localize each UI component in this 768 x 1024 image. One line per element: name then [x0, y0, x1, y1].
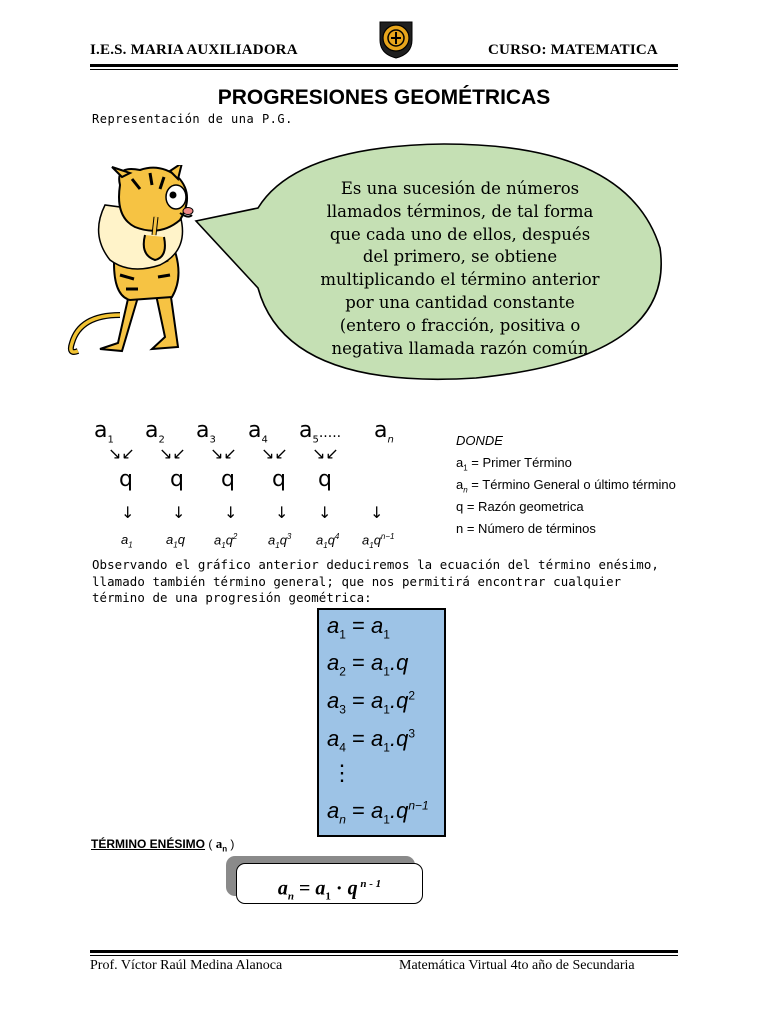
product-term: $a_1q^4$: [316, 532, 340, 550]
legend-item: q = Razón geometrica: [456, 499, 584, 514]
header-rule-thick: [90, 64, 678, 67]
converge-arrows-icon: ↘↙: [312, 444, 339, 463]
paragraph-line: Observando el gráfico anterior deduciremos la ecuación del término enésimo,: [92, 557, 659, 572]
term-an: $a_n$: [374, 418, 394, 446]
ratio-q: q: [119, 467, 133, 492]
converge-arrows-icon: ↘↙: [159, 444, 186, 463]
down-arrow-icon: ↓: [318, 503, 332, 522]
ratio-q: q: [318, 467, 332, 492]
general-term-formula: $a_n = a_1 \cdot q$ $^{n - 1}$: [236, 863, 423, 904]
term-a3: $a_3$: [196, 418, 216, 446]
legend-item: n = Número de términos: [456, 521, 596, 536]
product-term: $a_1q^{n-1}$: [362, 532, 395, 550]
definition-line: multiplicando el término anterior: [320, 270, 600, 290]
explanation-paragraph: [92, 557, 666, 607]
down-arrow-icon: ↓: [370, 503, 384, 522]
definition-line: que cada uno de ellos, después: [329, 224, 591, 244]
converge-arrows-icon: ↘↙: [210, 444, 237, 463]
formula-box: [317, 608, 446, 837]
header-rule-thin: [90, 69, 678, 70]
product-term: $a_1$: [121, 532, 133, 550]
paragraph-line: término de una progresión geométrica:: [92, 590, 372, 605]
paragraph-line: llamado también término general; que nos permitirá encontrar cualquier: [92, 573, 622, 589]
term-enesimo-label: TÉRMINO ENÉSIMO ( $a_n$ ): [91, 836, 235, 854]
term-a2: $a_2$: [145, 418, 165, 446]
definition-text: [300, 178, 620, 360]
converge-arrows-icon: ↘↙: [261, 444, 288, 463]
definition-line: Es una sucesión de números: [340, 179, 580, 198]
product-term: $a_1q^2$: [214, 532, 238, 550]
down-arrow-icon: ↓: [275, 503, 289, 522]
footer-rule-thin: [90, 955, 678, 956]
term-a4: $a_4$: [248, 418, 268, 446]
formula-line-1: $a_1 = a_1$: [327, 613, 390, 642]
product-term: $a_1q$: [166, 532, 185, 550]
term-a1: $a_1$: [94, 418, 114, 446]
down-arrow-icon: ↓: [172, 503, 186, 522]
footer-author: Prof. Víctor Raúl Medina Alanoca: [90, 958, 283, 973]
term-a5: $a_5$.....: [299, 418, 342, 446]
formula-line-4: $a_4 = a_1.q^3$: [327, 726, 415, 755]
school-name: I.E.S. MARIA AUXILIADORA: [90, 42, 298, 58]
legend-heading: DONDE: [456, 433, 503, 448]
converge-arrows-icon: ↘↙: [108, 444, 135, 463]
course-name: CURSO: MATEMATICA: [488, 42, 658, 58]
product-term: $a_1q^3$: [268, 532, 292, 550]
ratio-q: q: [272, 467, 286, 492]
down-arrow-icon: ↓: [121, 503, 135, 522]
definition-line: por una cantidad constante: [345, 292, 575, 312]
formula-line-n: $a_n = a_1.q^{n-1}$: [327, 798, 429, 827]
footer-course: Matemática Virtual 4to año de Secundaria: [399, 958, 635, 973]
ratio-q: q: [221, 467, 235, 492]
definition-line: (entero o fracción, positiva o: [339, 315, 581, 335]
formula-line-3: $a_3 = a_1.q^2$: [327, 688, 415, 717]
footer-rule-thick: [90, 950, 678, 953]
school-logo-icon: [376, 18, 416, 60]
vertical-dots: ⋮: [331, 760, 353, 785]
definition-line: llamados términos, de tal forma: [326, 201, 594, 221]
page-title: PROGRESIONES GEOMÉTRICAS: [217, 86, 551, 109]
definition-line: del primero, se obtiene: [362, 247, 558, 267]
subtitle: Representación de una P.G.: [92, 112, 293, 126]
down-arrow-icon: ↓: [224, 503, 238, 522]
legend-item: $a_n$ = Término General o último término: [456, 477, 676, 495]
legend-item: $a_1$ = Primer Término: [456, 455, 572, 473]
ratio-q: q: [170, 467, 184, 492]
definition-line: negativa llamada razón común: [331, 338, 589, 358]
formula-line-2: $a_2 = a_1.q$: [327, 650, 409, 679]
